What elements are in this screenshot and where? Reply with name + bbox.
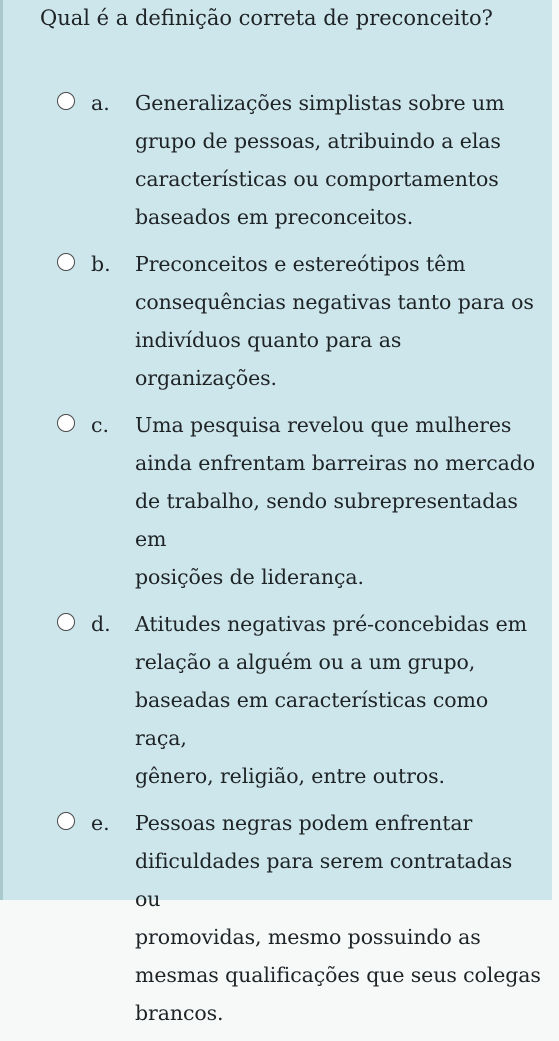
question-title: Qual é a definição correta de preconceito? [40, 6, 493, 30]
option-b-line-4: organizações. [135, 366, 277, 390]
option-e-line-3: promovidas, mesmo possuindo as [135, 925, 481, 949]
option-d-line-2: relação a alguém ou a um grupo, [135, 650, 476, 674]
option-d-line-3: baseadas em características como raça, [135, 688, 489, 750]
option-e-line-2: dificuldades para serem contratadas ou [135, 849, 513, 911]
option-d-radio[interactable] [57, 613, 75, 631]
option-c-letter: c. [91, 413, 109, 437]
option-a[interactable] [3, 84, 555, 236]
option-d-letter: d. [91, 612, 111, 636]
option-a-radio[interactable] [57, 92, 75, 110]
option-c-radio[interactable] [57, 414, 75, 432]
option-b-letter: b. [91, 252, 111, 276]
option-c[interactable] [3, 406, 555, 596]
option-b-radio[interactable] [57, 253, 75, 271]
option-e-letter: e. [91, 811, 110, 835]
option-a-line-4: baseados em preconceitos. [135, 205, 414, 229]
option-e-radio[interactable] [57, 812, 75, 830]
answer-options [3, 84, 555, 1041]
option-d-line-1: Atitudes negativas pré-concebidas em [135, 612, 527, 636]
option-b-line-1: Preconceitos e estereótipos têm [135, 252, 466, 276]
option-a-line-1: Generalizações simplistas sobre um [135, 91, 505, 115]
option-d[interactable] [3, 605, 555, 795]
option-e-line-5: brancos. [135, 1001, 224, 1025]
option-a-line-3: características ou comportamentos [135, 167, 499, 191]
option-c-line-3: de trabalho, sendo subrepresentadas em [135, 489, 518, 551]
option-b-line-2: consequências negativas tanto para os [135, 290, 534, 314]
option-e-line-1: Pessoas negras podem enfrentar [135, 811, 473, 835]
option-c-line-2: ainda enfrentam barreiras no mercado [135, 451, 536, 475]
option-d-line-4: gênero, religião, entre outros. [135, 764, 445, 788]
option-b-line-3: indivíduos quanto para as [135, 328, 402, 352]
option-c-line-4: posições de liderança. [135, 565, 364, 589]
option-a-line-2: grupo de pessoas, atribuindo a elas [135, 129, 501, 153]
option-a-letter: a. [91, 91, 110, 115]
option-b[interactable] [3, 245, 555, 397]
option-e-line-4: mesmas qualificações que seus colegas [135, 963, 541, 987]
option-c-line-1: Uma pesquisa revelou que mulheres [135, 413, 512, 437]
option-e[interactable] [3, 804, 555, 1032]
